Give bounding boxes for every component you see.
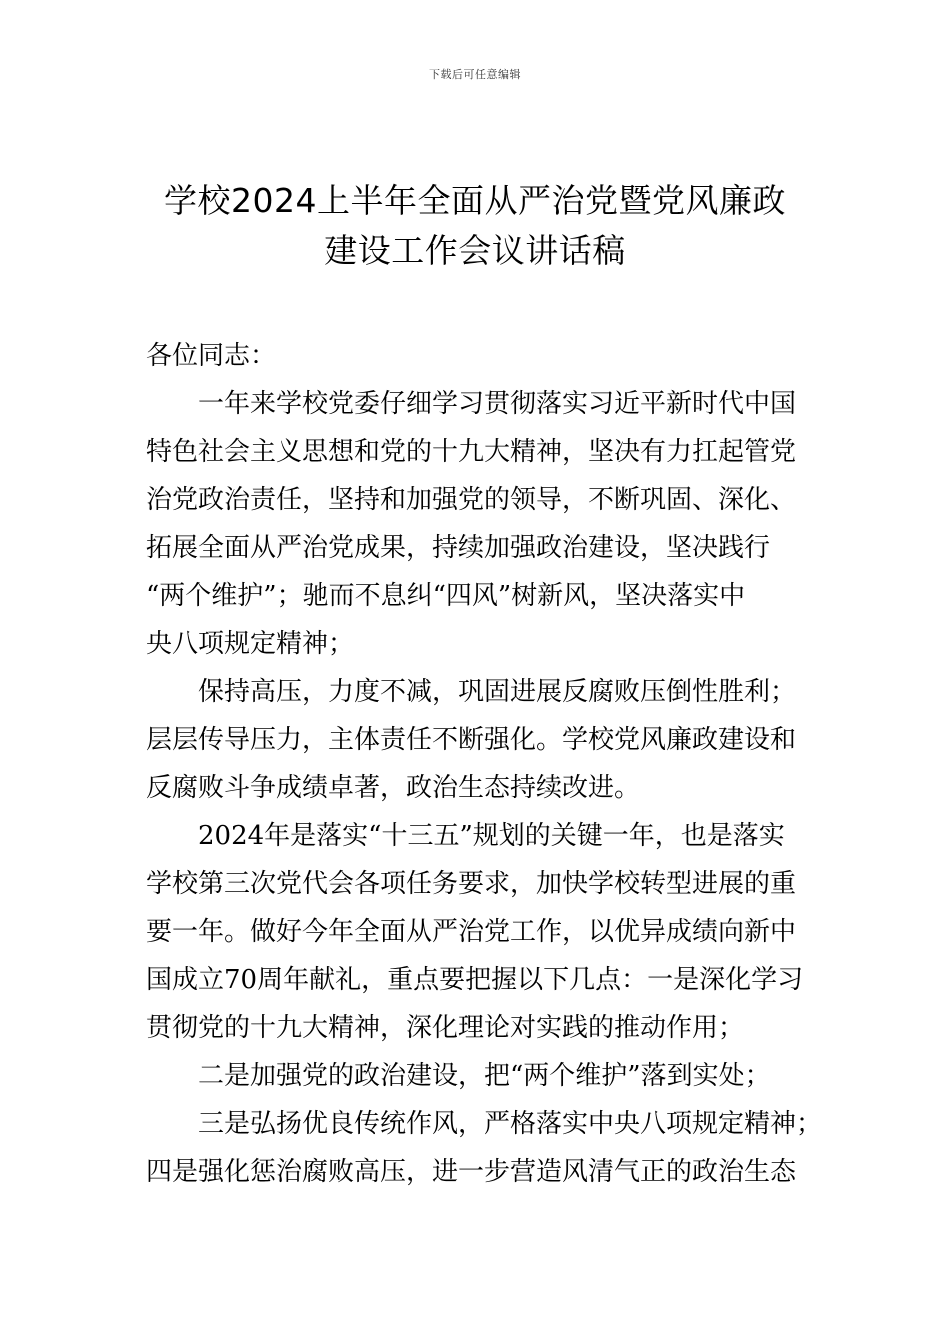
body-text-line: 三是弘扬优良传统作风，严格落实中央八项规定精神；: [198, 1109, 823, 1139]
body-text-line: 2024年是落实“十三五”规划的关键一年，也是落实: [198, 821, 785, 851]
body-text-line: “两个维护”；驰而不息纠“四风”树新风，坚决落实中: [146, 581, 746, 611]
body-text-line: 治党政治责任，坚持和加强党的领导，不断巩固、深化、: [146, 485, 797, 515]
body-text-line: 一年来学校党委仔细学习贯彻落实习近平新时代中国: [198, 389, 797, 419]
header-note: 下载后可任意编辑: [429, 68, 521, 81]
body-text-line: 特色社会主义思想和党的十九大精神，坚决有力扛起管党: [146, 437, 797, 467]
body-text-line: 国成立70周年献礼，重点要把握以下几点：一是深化学习: [146, 965, 804, 995]
body-text-line: 要一年。做好今年全面从严治党工作，以优异成绩向新中: [146, 917, 797, 947]
body-text-line: 保持高压，力度不减，巩固进展反腐败压倒性胜利；: [198, 677, 797, 707]
body-text-line: 学校第三次党代会各项任务要求，加快学校转型进展的重: [146, 869, 797, 899]
body-text-line: 央八项规定精神；: [146, 629, 355, 659]
body-text-line: 二是加强党的政治建设，把“两个维护”落到实处；: [198, 1061, 771, 1091]
title-line: 学校2024上半年全面从严治党暨党风廉政: [164, 181, 786, 220]
document-title: [110, 176, 840, 276]
body-text-line: 贯彻党的十九大精神，深化理论对实践的推动作用；: [146, 1013, 745, 1043]
body-text-line: 拓展全面从严治党成果，持续加强政治建设，坚决践行: [146, 533, 771, 563]
body-text-line: 层层传导压力，主体责任不断强化。学校党风廉政建设和: [146, 725, 797, 755]
body-text-line: 反腐败斗争成绩卓著，政治生态持续改进。: [146, 773, 641, 803]
document-body: [146, 332, 823, 1196]
title-line: 建设工作会议讲话稿: [324, 231, 626, 270]
body-text-line: 各位同志：: [146, 341, 277, 371]
body-text-line: 四是强化惩治腐败高压，进一步营造风清气正的政治生态: [146, 1157, 797, 1187]
